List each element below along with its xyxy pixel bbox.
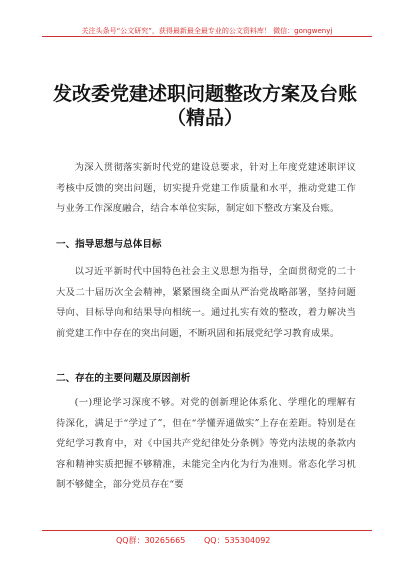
footer-qq-group: QQ群：30265665 xyxy=(116,536,186,545)
document-title xyxy=(40,82,370,130)
intro-paragraph: 为深入贯彻落实新时代党的建设总要求，针对上年度党建述职评议考核中反馈的突出问题，切实提升党建工作质量和水平，推动党建工作与业务工作深度融合，结合本单位实际，制定如下整改方案及台账。 xyxy=(56,162,356,214)
title-line-2: （精品） xyxy=(166,107,243,129)
section-1-paragraph: 以习近平新时代中国特色社会主义思想为指导，全面贯彻党的二十大及二十届历次全会精神，紧紧围绕全面从严治党战略部署，坚持问题导向、目标导向和结果导向相统一。通过扎实有效的整改，着力解决当前党建工作中存在的突出问题，不断巩固和拓展党纪学习教育成果。 xyxy=(56,266,356,339)
page-footer xyxy=(0,530,408,550)
section-2-paragraph: (一)理论学习深度不够。对党的创新理论体系化、学理化的理解有待深化，满足于“学过了”，但在“学懂弄通做实”上存在差距。特别是在党纪学习教育中，对《中国共产党纪律处分条例》等党内法规的条款内容和精神实质把握不够精准，未能完全内化为行为准则。常态化学习机制不够健全，部分党员存在“要 xyxy=(56,397,356,490)
section-heading-1: 一、指导思想与总体目标 xyxy=(56,239,162,250)
header-promo-text: 关注头条号“公文研究”，获得最新最全最专业的公文资料库！ 微信：gongwenyj xyxy=(81,27,333,35)
footer-rule xyxy=(42,530,372,531)
title-line-1: 发改委党建述职问题整改方案及台账 xyxy=(52,83,357,105)
section-heading-2: 二、存在的主要问题及原因剖析 xyxy=(56,373,191,384)
footer-qq-number: QQ：535304092 xyxy=(204,536,271,545)
page-header xyxy=(42,18,372,37)
